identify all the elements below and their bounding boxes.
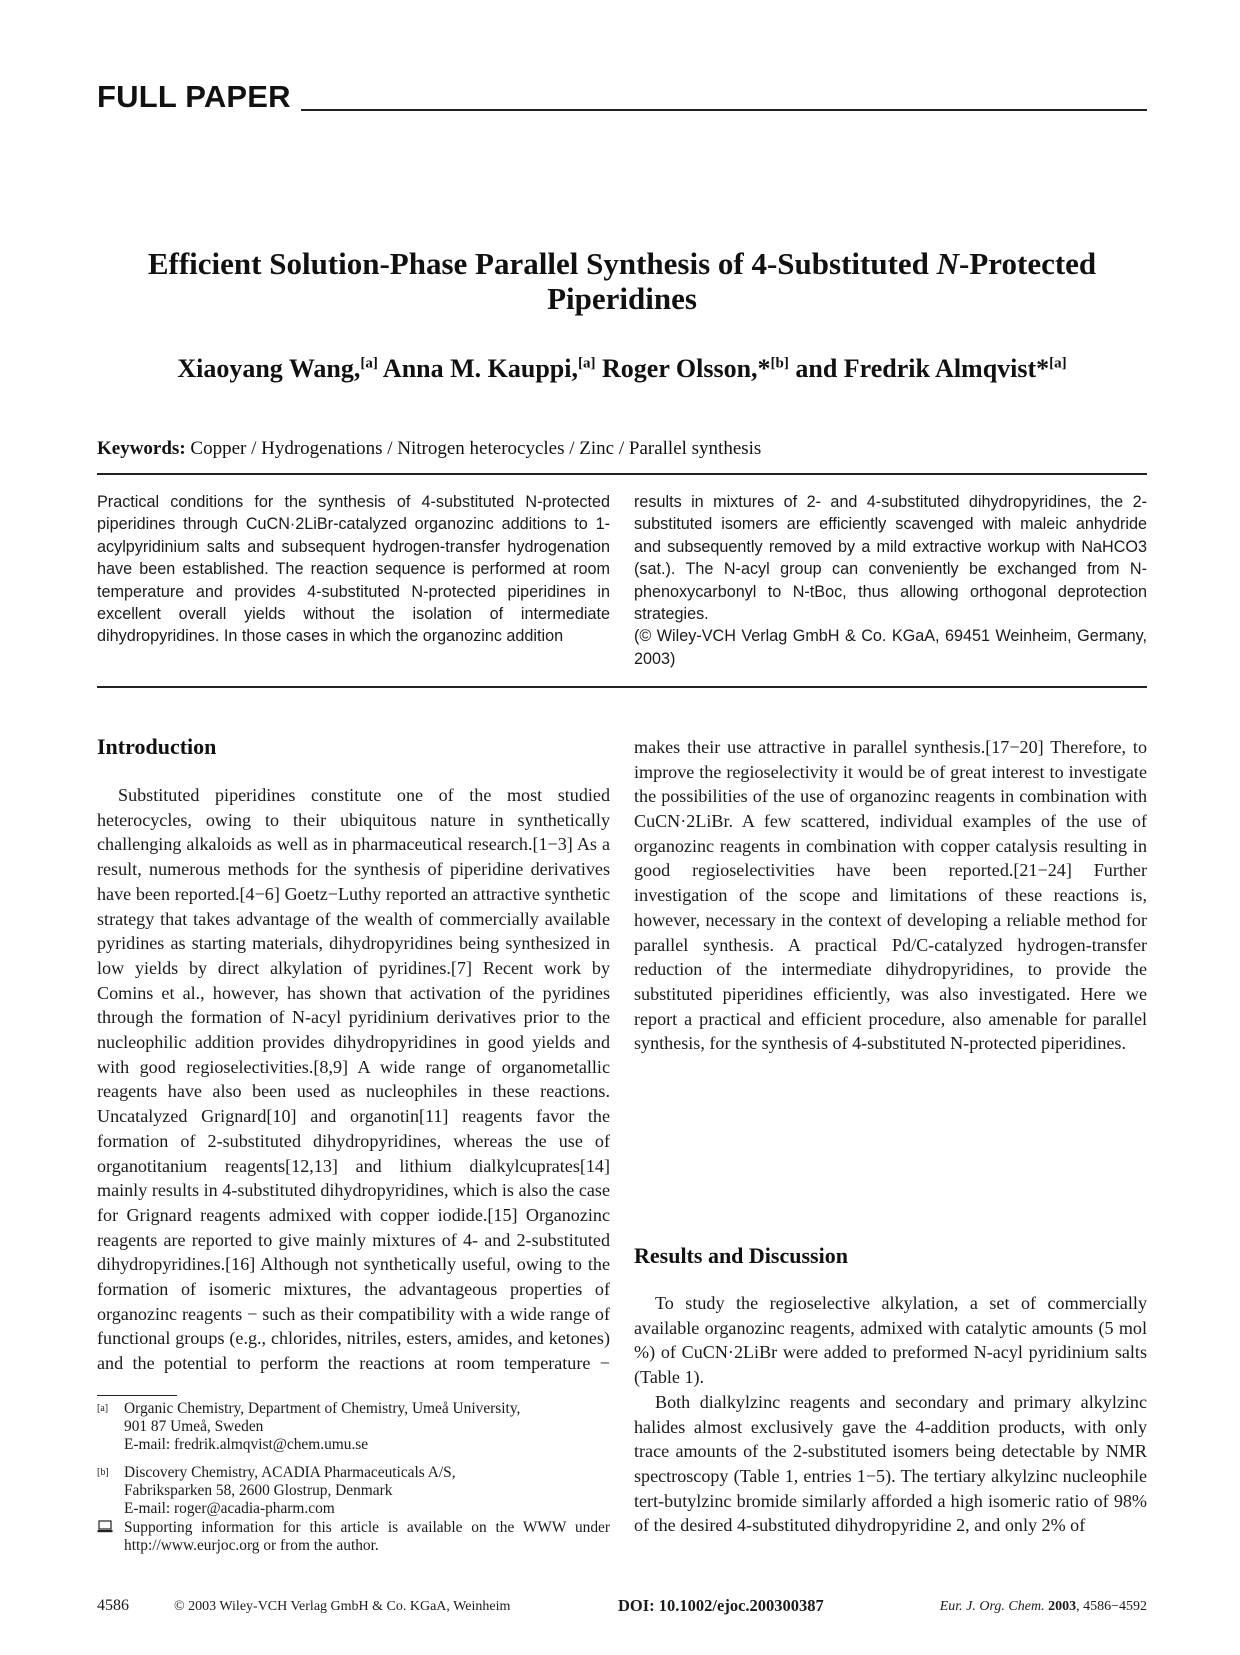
introduction-text-right: makes their use attractive in parallel synthesis.[17−20] Therefore, to improve the regioselectivity it would be of great interest to investigate the possibilities of the use of organozinc reagents in combination with CuCN·2LiBr. A few scattered, individual examples of the use of organozinc reagents in combination with copper catalysis resulting in good regioselectivities have been reported.[21−24] Further investigation of the scope and limitations of these reactions is, however, necessary in the context of developing a reliable method for parallel synthesis. A practical Pd/C-catalyzed hydrogen-transfer reduction of the intermediate dihydropyridines, to provide the substituted piperidines efficiently, was also investigated. Here we report a practical and efficient procedure, also amenable for parallel synthesis, for the synthesis of 4-substituted N-protected piperidines. xyxy=(634,736,1147,1054)
author: Anna M. Kauppi,[a] xyxy=(382,354,596,383)
introduction-text-left: Substituted piperidines constitute one of the most studied heterocycles, owing to their ubiquitous nature in synthetically challenging alkaloids as well as in pharmaceutical research.[1−3] As a result, numerous methods for the synthesis of piperidine derivatives have been reported.[4−6] Goetz−Luthy reported an attractive synthetic strategy that takes advantage of the wealth of commercially available pyridines as starting materials, dihydropyridines being synthesized in low yields by direct alkylation of pyridines.[7] Recent work by Comins et al., however, has shown that activation of the pyridines through the formation of N-acyl pyridinium derivatives prior to the nucleophilic addition provides dihydropyridines in good yields and with good regioselectivities.[8,9] A wide range of organometallic reagents have also been used as nucleophiles in these reactions. Uncatalyzed Grignard[10] and organotin[11] reagents favor the formation of 2-substituted dihydropyridines, whereas the use of organotitanium reagents[12,13] and lithium dialkylcuprates[14] mainly results in 4-substituted dihydropyridines, which is also the case for Grignard reagents admixed with copper iodide.[15] Organozinc reagents are reported to give mainly mixtures of 4- and 2-substituted dihydropyridines.[16] Although not synthetically useful, owing to the formation of isomeric mixtures, the advantageous properties of organozinc reagents − such as their compatibility with a wide range of functional groups (e.g., chlorides, nitriles, esters, amides, and ketones) and the potential to perform the reactions at room temperature − xyxy=(97,785,610,1374)
journal-citation: Eur. J. Org. Chem. 2003, 4586−4592 xyxy=(939,1599,1147,1614)
abstract-bottom-rule xyxy=(97,686,1147,688)
keywords-text: Copper / Hydrogenations / Nitrogen heterocycles / Zinc / Parallel synthesis xyxy=(190,438,762,459)
running-header xyxy=(97,79,1147,115)
article-title: Efficient Solution-Phase Parallel Synthesis of 4-Substituted N-Protected Piperidines xyxy=(147,246,1097,316)
footnote-rule xyxy=(97,1395,177,1396)
footnote-supporting-info: Supporting information for this article is available on the WWW under http://www.eurjoc.org or from the author. xyxy=(97,1519,610,1555)
computer-icon xyxy=(97,1520,113,1538)
abstract-right-column: results in mixtures of 2- and 4-substituted dihydropyridines, the 2-substituted isomers are efficiently scavenged with maleic anhydride and subsequently removed by a mild extractive workup with NaHCO3 (sat.). The N-acyl group can conveniently be exchanged from N-phenoxycarbonyl to N-tBoc, thus allowing orthogonal deprotection strategies. (© Wiley-VCH Verlag GmbH & Co. KGaA, 69451 Weinheim, Germany, 2003) xyxy=(634,491,1147,670)
footnote-b: [b] Discovery Chemistry, ACADIA Pharmaceuticals A/S, Fabriksparken 58, 2600 Glostrup, Denmark E-mail: roger@acadia-pharm.com xyxy=(97,1464,456,1517)
abstract-copyright: (© Wiley-VCH Verlag GmbH & Co. KGaA, 69451 Weinheim, Germany, 2003) xyxy=(634,627,1147,668)
footer-copyright: © 2003 Wiley-VCH Verlag GmbH & Co. KGaA, Weinheim xyxy=(174,1599,511,1614)
results-heading: Results and Discussion xyxy=(634,1243,848,1268)
doi[interactable]: DOI: 10.1002/ejoc.200300387 xyxy=(618,1596,824,1615)
footnote-a: [a] Organic Chemistry, Department of Chemistry, Umeå University, 901 87 Umeå, Sweden E-mail: fredrik.almqvist@chem.umu.se xyxy=(97,1400,521,1453)
header-rule xyxy=(301,109,1147,111)
page-number: 4586 xyxy=(97,1597,129,1614)
keywords xyxy=(97,438,761,460)
keywords-label: Keywords: xyxy=(97,438,186,459)
abstract-top-rule xyxy=(97,473,1147,475)
author: Xiaoyang Wang,[a] xyxy=(177,354,378,383)
results-text: To study the regioselective alkylation, a set of commercially available organozinc reagents, admixed with catalytic amounts (5 mol %) of CuCN·2LiBr were added to preformed N-acyl pyridinium salts (Table 1). Both dialkylzinc reagents and secondary and primary alkylzinc halides almost exclusively gave the 4-addition products, with only trace amounts of the 2-substituted isomers being detectable by NMR spectroscopy (Table 1, entries 1−5). The tertiary alkylzinc nucleophile tert-butylzinc bromide similarly afforded a high isomeric ratio of 98% of the desired 4-substituted dihydropyridine 2, and only 2% of xyxy=(634,1293,1147,1536)
introduction-heading: Introduction xyxy=(97,734,217,759)
section-type-label: FULL PAPER xyxy=(97,79,291,114)
author: Roger Olsson,*[b] xyxy=(602,354,789,383)
author: and Fredrik Almqvist*[a] xyxy=(795,354,1067,383)
page-footer xyxy=(0,1597,1240,1621)
abstract-left-column: Practical conditions for the synthesis of 4-substituted N-protected piperidines through CuCN·2LiBr-catalyzed organozinc additions to 1-acylpyridinium salts and subsequent hydrogen-transfer hydrogenation have been established. The reaction sequence is performed at room temperature and provides 4-substituted N-protected piperidines in excellent overall yields without the isolation of intermediate dihydropyridines. In those cases in which the organozinc addition xyxy=(97,493,610,646)
author-list xyxy=(97,354,1147,384)
